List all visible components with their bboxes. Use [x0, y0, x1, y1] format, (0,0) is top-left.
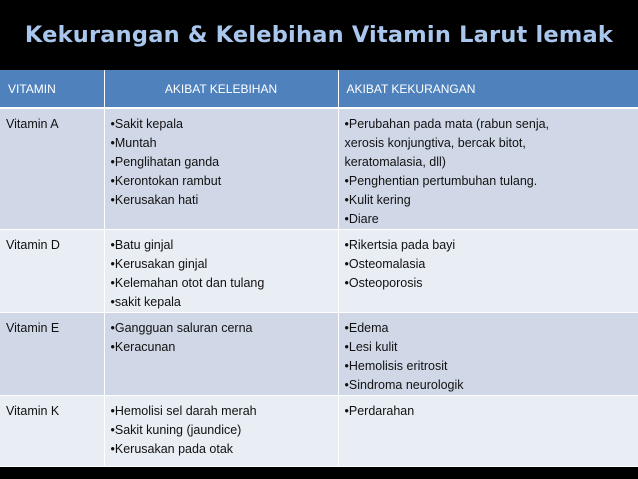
list-item: •Gangguan saluran cerna — [110, 321, 253, 335]
list-item: •Edema — [344, 321, 389, 335]
kelebihan-list — [111, 402, 332, 459]
vitamin-table — [0, 70, 638, 467]
kelebihan-cell — [104, 230, 338, 313]
kelebihan-list — [111, 236, 332, 312]
kelebihan-cell — [104, 108, 338, 230]
table-header-row — [0, 70, 638, 108]
list-item: •Osteomalasia — [344, 257, 426, 271]
kekurangan-list — [345, 402, 633, 421]
list-item: •Keracunan — [110, 340, 176, 354]
list-item: •Hemolisi sel darah merah — [110, 404, 257, 418]
list-item: keratomalasia, dll) — [344, 155, 446, 169]
kekurangan-cell — [338, 396, 638, 467]
table-row-vitamin-a — [0, 108, 638, 230]
list-item: •Kelemahan otot dan tulang — [110, 276, 265, 290]
kelebihan-list — [111, 319, 332, 357]
list-item: •Penghentian pertumbuhan tulang. — [344, 174, 538, 188]
kelebihan-list — [111, 115, 332, 210]
kekurangan-cell — [338, 313, 638, 396]
slide-title: Kekurangan & Kelebihan Vitamin Larut lemak — [24, 22, 614, 48]
list-item: •Muntah — [110, 136, 157, 150]
vitamin-cell: Vitamin K — [0, 396, 104, 467]
list-item: •Kerusakan pada otak — [110, 442, 234, 456]
vitamin-cell: Vitamin E — [0, 313, 104, 396]
list-item: •Batu ginjal — [110, 238, 174, 252]
vitamin-cell: Vitamin A — [0, 108, 104, 230]
list-item: •Kulit kering — [344, 193, 411, 207]
list-item: •Hemolisis eritrosit — [344, 359, 448, 373]
header-akibat-kelebihan: AKIBAT KELEBIHAN — [104, 70, 338, 108]
header-akibat-kekurangan: AKIBAT KEKURANGAN — [338, 70, 638, 108]
list-item: •Sakit kuning (jaundice) — [110, 423, 242, 437]
kekurangan-list — [345, 115, 633, 229]
list-item: •Lesi kulit — [344, 340, 398, 354]
list-item: •Osteoporosis — [344, 276, 423, 290]
list-item: •Kerusakan ginjal — [110, 257, 208, 271]
table-row-vitamin-k — [0, 396, 638, 467]
table-row-vitamin-d — [0, 230, 638, 313]
vitamin-cell: Vitamin D — [0, 230, 104, 313]
list-item: •Penglihatan ganda — [110, 155, 220, 169]
list-item: •sakit kepala — [110, 295, 181, 309]
kekurangan-list — [345, 236, 633, 293]
kekurangan-list — [345, 319, 633, 395]
list-item: xerosis konjungtiva, bercak bitot, — [344, 136, 526, 150]
kekurangan-cell — [338, 108, 638, 230]
kekurangan-cell — [338, 230, 638, 313]
kelebihan-cell — [104, 313, 338, 396]
kelebihan-cell — [104, 396, 338, 467]
list-item: •Diare — [344, 212, 379, 226]
list-item: •Kerusakan hati — [110, 193, 199, 207]
table-row-vitamin-e — [0, 313, 638, 396]
list-item: •Perdarahan — [344, 404, 415, 418]
list-item: •Perubahan pada mata (rabun senja, — [344, 117, 550, 131]
list-item: •Rikertsia pada bayi — [344, 238, 456, 252]
header-vitamin: VITAMIN — [0, 70, 104, 108]
list-item: •Kerontokan rambut — [110, 174, 222, 188]
list-item: •Sakit kepala — [110, 117, 183, 131]
list-item: •Sindroma neurologik — [344, 378, 464, 392]
